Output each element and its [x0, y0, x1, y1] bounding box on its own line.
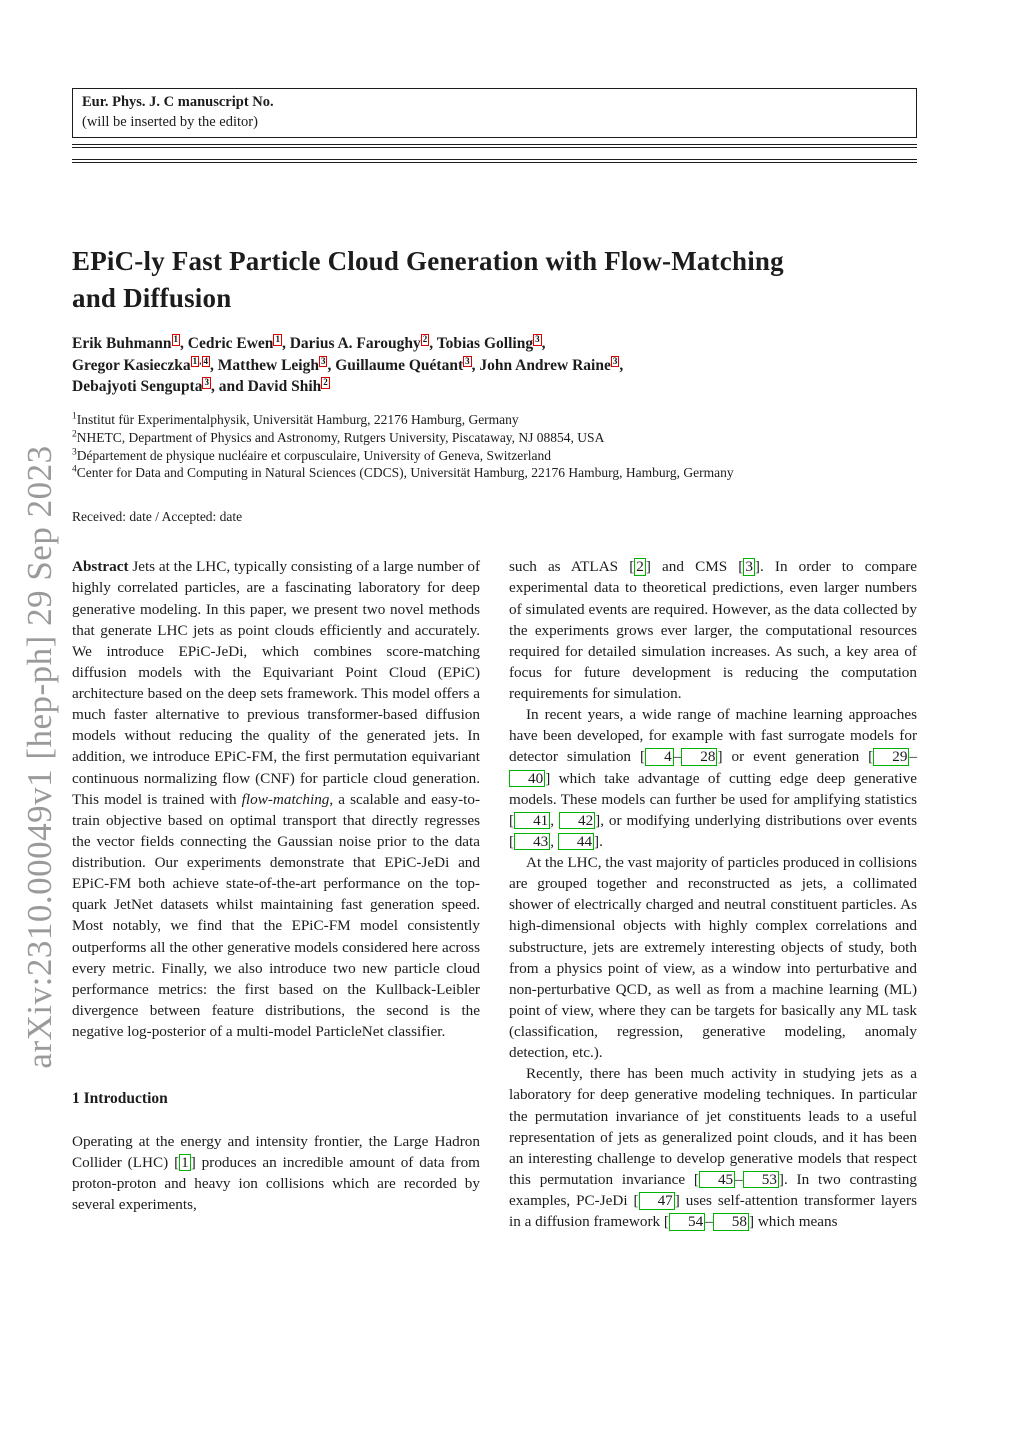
journal-header-box: [72, 88, 917, 138]
arxiv-watermark: arXiv:2310.00049v1 [hep-ph] 29 Sep 2023: [20, 445, 59, 1069]
received-accepted-line: Received: date / Accepted: date: [72, 509, 243, 525]
author-affiliation-link[interactable]: 1: [192, 355, 198, 366]
bold-text: Abstract: [72, 558, 129, 576]
body-paragraph: Recently, there has been much activity in studying jets as a laboratory for deep generative modeling techniques. In particular the permutation invariance of jet constituents leads to a useful representation of jets as generalized point clouds, and it has been an interesting challenge to develop generative models that respect this permutation invariance [ 45 – 53 ]. In two contrasting examples, PC-JeDi [ 47 ] uses self-attention transformer layers in a diffusion framework [ 54 – 58 ] which means: [509, 1065, 917, 1231]
affiliation-marker: 2: [72, 429, 77, 440]
header-rule-bottom: [72, 159, 917, 163]
author-affiliation-link[interactable]: 3: [535, 333, 540, 344]
header-rule-top: [72, 144, 917, 148]
affiliation-marker: 1: [72, 411, 77, 422]
citation-link[interactable]: 58: [713, 1213, 749, 1231]
journal-note: (will be inserted by the editor): [82, 114, 258, 130]
author-affiliation-link[interactable]: 1: [173, 333, 179, 344]
affiliation-list: [72, 411, 917, 482]
page-content: [72, 88, 917, 1232]
body-paragraph: such as ATLAS [ 2 ] and CMS [ 3 ]. In order to compare experimental data to theoretical predictions, even larger numbers of simulated events are required. However, as the data collected by the experiments grows ever larger, the computational resources required for detailed simulation increases. As such, a key area of focus for future development is reducing the computation requirements for simulation.: [509, 558, 917, 703]
author-list: Erik Buhmann $^1$ , Cedric Ewen $^1$ , Darius A. Faroughy $^2$ , Tobias Golling $^3$ , Gregor Kasieczka $^1$ , $^4$ , Matthew Leigh $^3$ , Guillaume Quétant $^3$ , John Andrew Raine $^3$ , Debajyoti Sengupta $^3$ , and David Shih $^2$: [72, 333, 624, 396]
affiliation-marker: 4: [72, 464, 77, 475]
affiliation-marker: ,: [199, 356, 202, 367]
author-affiliation-link[interactable]: 3: [612, 355, 618, 366]
abstract-paragraph: Abstract Jets at the LHC, typically consisting of a large number of highly correlated particles, are a fascinating laboratory for deep generative modeling. In this paper, we present two novel methods that generate LHC jets as point clouds efficiently and accurately. We introduce EPiC-JeDi, which combines score-matching diffusion models with the Equivariant Point Cloud (EPiC) architecture based on the deep sets framework. This model offers a much faster alternative to previous transformer-based diffusion models without reducing the quality of the generated jets. In addition, we introduce EPiC-FM, the first permutation equivariant continuous normalizing flow (CNF) for particle cloud generation. This model is trained with flow-matching, a scalable and easy-to-train objective based on optimal transport that directly regresses the vector fields connecting the Gaussian noise prior to the data distribution. Our experiments demonstrate that EPiC-JeDi and EPiC-FM both achieve state-of-the-art performance on the top-quark JetNet datasets whilst maintaining fast generation speed. Most notably, we find that the EPiC-FM model consistently outperforms all the other generative models considered here across every metric. Finally, we also introduce two new particle cloud performance metrics: the first based on the Kullback-Leibler divergence between feature distributions, the second is the negative log-posterior of a multi-model ParticleNet classifier.: [72, 558, 481, 1041]
citation-link[interactable]: 29: [873, 748, 909, 766]
author-affiliation-link[interactable]: 4: [203, 355, 209, 366]
citation-link[interactable]: 54: [669, 1213, 705, 1231]
italic-text: flow-matching: [241, 790, 330, 808]
right-column: [509, 556, 917, 1232]
citation-link[interactable]: 42: [559, 812, 595, 830]
body-paragraph: In recent years, a wide range of machine learning approaches have been developed, for example with fast surrogate models for detector simulation [ 4 – 28 ] or event generation [ 29 –40 ] which take advantage of cutting edge deep generative models. These models can further be used for amplifying statistics [ 41 , 42 ], or modifying underlying distributions over events [ 43 , 44 ].: [509, 706, 917, 850]
citation-link[interactable]: 40: [509, 770, 545, 788]
citation-link[interactable]: 44: [558, 833, 594, 851]
journal-name: Eur. Phys. J. C manuscript No.: [82, 94, 274, 110]
section-heading-introduction: 1 Introduction: [72, 1090, 168, 1108]
body-paragraph: At the LHC, the vast majority of particles produced in collisions are grouped together and reconstructed as jets, a collimated shower of electrically charged and neutral constituent particles. As high-dimensional objects with highly complex correlations and substructure, jets are extremely interesting objects of study, both from a physics point of view, as a window into perturbative and non-perturbative QCD, as well as from a machine learning (ML) point of view, where they can be targets for basically any ML task (classification, regression, generative modeling, anomaly detection, etc.).: [509, 854, 917, 1062]
citation-link[interactable]: 2: [636, 558, 644, 576]
citation-link[interactable]: 28: [681, 748, 717, 766]
author-affiliation-link[interactable]: 3: [204, 377, 209, 388]
two-column-body: [72, 556, 917, 1232]
citation-link[interactable]: 1: [181, 1153, 189, 1171]
author-affiliation-link[interactable]: 2: [422, 333, 428, 344]
citation-link[interactable]: 3: [745, 558, 753, 576]
affiliation-item: $^1$Institut für Experimentalphysik, Universität Hamburg, 22176 Hamburg, Germany: [72, 411, 519, 428]
intro-paragraph: Operating at the energy and intensity frontier, the Large Hadron Collider (LHC) [ 1 ] produces an incredible amount of data from proton-proton and heavy ion collisions which are recorded by several experiments,: [72, 1132, 480, 1214]
paper-title: EPiC-ly Fast Particle Cloud Generation with Flow-Matching and Diffusion: [72, 246, 784, 313]
left-column: [72, 556, 480, 1232]
author-affiliation-link[interactable]: 3: [465, 355, 470, 366]
author-affiliation-link[interactable]: 2: [323, 377, 328, 388]
citation-link[interactable]: 45: [699, 1171, 735, 1189]
affiliation-item: $^3$Département de physique nucléaire et corpusculaire, University of Geneva, Switzerland: [72, 447, 551, 463]
citation-link[interactable]: 41: [514, 812, 550, 830]
affiliation-marker: 3: [72, 447, 77, 458]
citation-link[interactable]: 43: [514, 833, 550, 851]
author-affiliation-link[interactable]: 3: [320, 355, 326, 366]
citation-link[interactable]: 47: [639, 1192, 675, 1210]
citation-link[interactable]: 53: [743, 1171, 779, 1189]
author-affiliation-link[interactable]: 1: [275, 333, 280, 344]
affiliation-item: $^2$NHETC, Department of Physics and Astronomy, Rutgers University, Piscataway, NJ 08854, USA: [72, 429, 605, 445]
citation-link[interactable]: 4: [645, 748, 674, 766]
affiliation-item: $^4$Center for Data and Computing in Natural Sciences (CDCS), Universität Hamburg, 22176 Hamburg, Hamburg, Germany: [72, 464, 734, 481]
